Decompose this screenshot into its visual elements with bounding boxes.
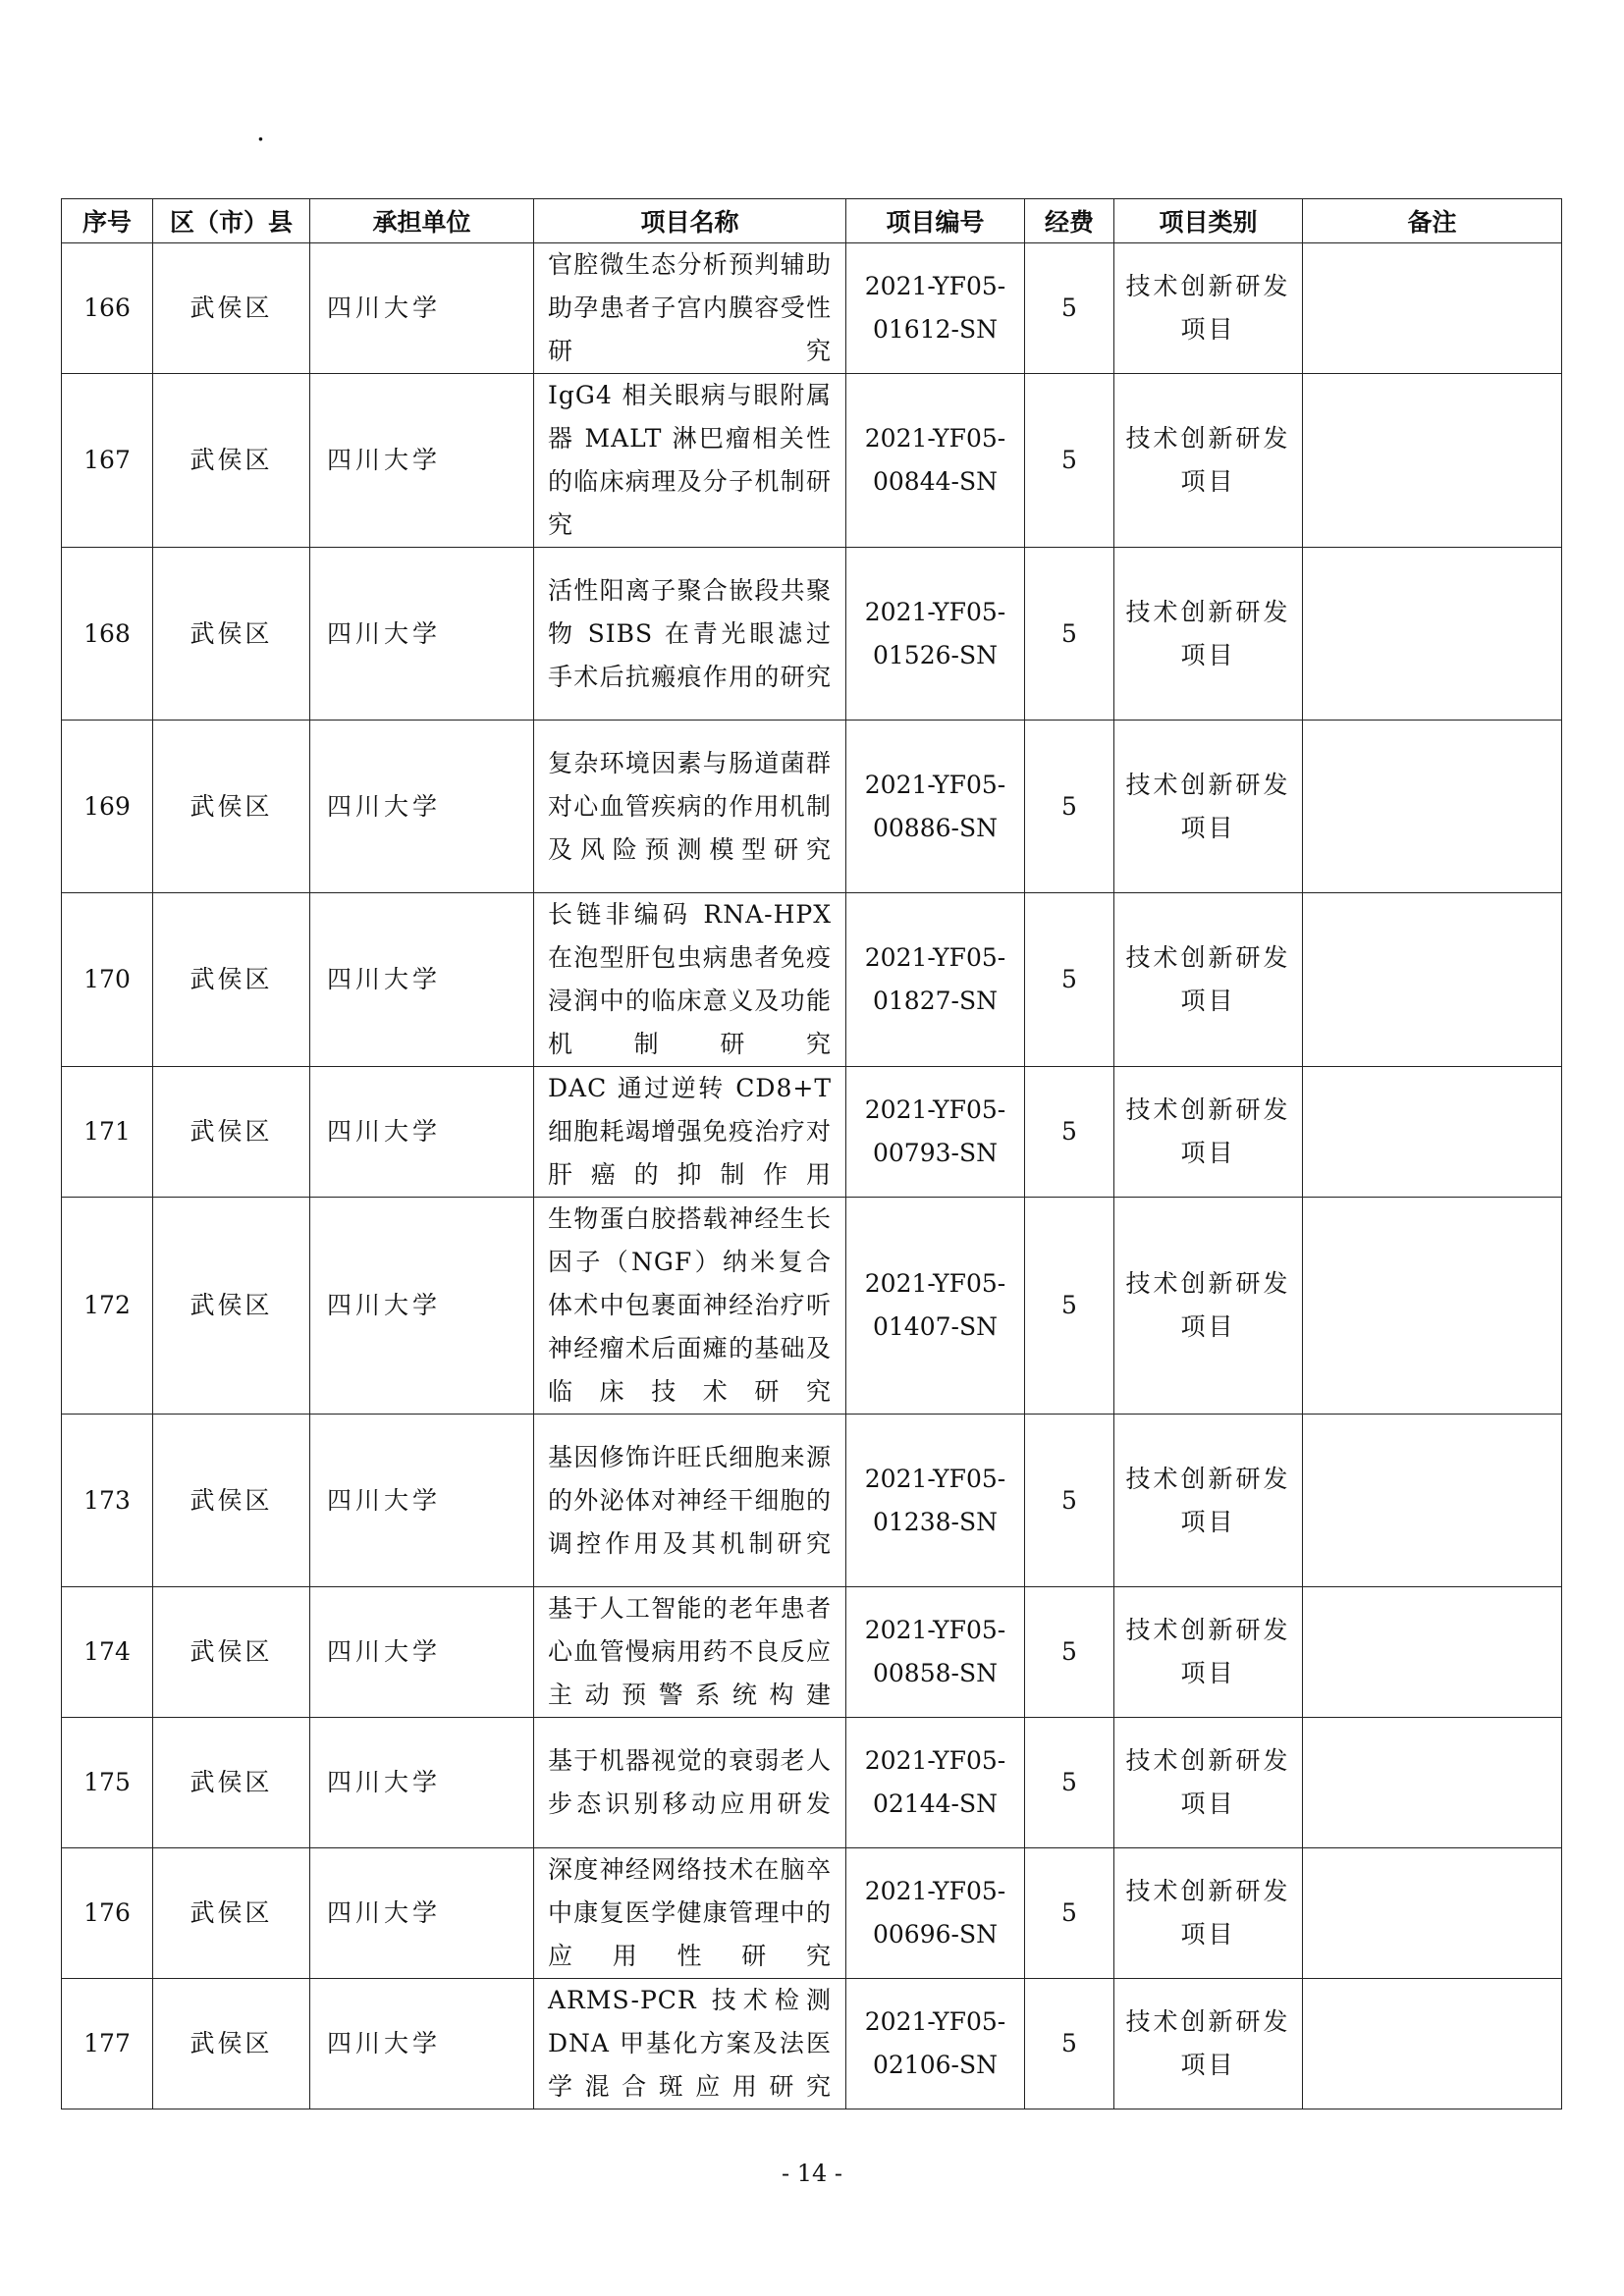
table-row: [62, 548, 1562, 721]
cell-unit: 四川大学: [310, 893, 534, 1067]
cell-fund: 5: [1025, 1718, 1114, 1848]
cell-district: 武侯区: [153, 1587, 310, 1718]
cell-code: 2021-YF05-02144-SN: [846, 1718, 1025, 1848]
cell-no: 171: [62, 1067, 153, 1198]
table-row: [62, 1067, 1562, 1198]
cell-fund: 5: [1025, 243, 1114, 374]
col-header-no: 序号: [62, 199, 153, 243]
cell-no: 176: [62, 1848, 153, 1979]
cell-fund: 5: [1025, 1415, 1114, 1587]
cell-name: 基因修饰许旺氏细胞来源的外泌体对神经干细胞的调控作用及其机制研究: [534, 1415, 846, 1587]
col-header-note: 备注: [1303, 199, 1562, 243]
cell-code: 2021-YF05-01526-SN: [846, 548, 1025, 721]
cell-unit: 四川大学: [310, 721, 534, 893]
cell-district: 武侯区: [153, 1415, 310, 1587]
cell-note: [1303, 1848, 1562, 1979]
cell-note: [1303, 1587, 1562, 1718]
cell-name: IgG4 相关眼病与眼附属器 MALT 淋巴瘤相关性的临床病理及分子机制研究: [534, 374, 846, 548]
cell-unit: 四川大学: [310, 243, 534, 374]
table-row: [62, 1198, 1562, 1415]
col-header-category: 项目类别: [1114, 199, 1303, 243]
cell-name: 活性阳离子聚合嵌段共聚物 SIBS 在青光眼滤过手术后抗瘢痕作用的研究: [534, 548, 846, 721]
table-row: [62, 893, 1562, 1067]
table-row: [62, 243, 1562, 374]
cell-code: 2021-YF05-01612-SN: [846, 243, 1025, 374]
cell-name: 基于机器视觉的衰弱老人步态识别移动应用研发: [534, 1718, 846, 1848]
cell-note: [1303, 1415, 1562, 1587]
cell-note: [1303, 1198, 1562, 1415]
cell-unit: 四川大学: [310, 548, 534, 721]
table-header-row: [62, 199, 1562, 243]
cell-note: [1303, 548, 1562, 721]
cell-note: [1303, 374, 1562, 548]
cell-note: [1303, 1718, 1562, 1848]
col-header-code: 项目编号: [846, 199, 1025, 243]
cell-note: [1303, 243, 1562, 374]
table-row: [62, 721, 1562, 893]
cell-no: 166: [62, 243, 153, 374]
cell-no: 170: [62, 893, 153, 1067]
cell-code: 2021-YF05-01827-SN: [846, 893, 1025, 1067]
cell-district: 武侯区: [153, 1979, 310, 2109]
cell-note: [1303, 721, 1562, 893]
cell-category: 技术创新研发项目: [1114, 1587, 1303, 1718]
page-mark: .: [256, 115, 265, 147]
cell-code: 2021-YF05-02106-SN: [846, 1979, 1025, 2109]
cell-no: 174: [62, 1587, 153, 1718]
cell-note: [1303, 893, 1562, 1067]
cell-fund: 5: [1025, 374, 1114, 548]
cell-fund: 5: [1025, 893, 1114, 1067]
cell-fund: 5: [1025, 1587, 1114, 1718]
cell-unit: 四川大学: [310, 1198, 534, 1415]
table-row: [62, 1848, 1562, 1979]
cell-district: 武侯区: [153, 374, 310, 548]
cell-code: 2021-YF05-00886-SN: [846, 721, 1025, 893]
cell-district: 武侯区: [153, 1848, 310, 1979]
cell-district: 武侯区: [153, 1067, 310, 1198]
cell-name: 基于人工智能的老年患者心血管慢病用药不良反应主动预警系统构建: [534, 1587, 846, 1718]
col-header-district: 区（市）县: [153, 199, 310, 243]
cell-fund: 5: [1025, 548, 1114, 721]
cell-name: ARMS-PCR 技术检测 DNA 甲基化方案及法医学混合斑应用研究: [534, 1979, 846, 2109]
cell-fund: 5: [1025, 721, 1114, 893]
col-header-fund: 经费: [1025, 199, 1114, 243]
cell-unit: 四川大学: [310, 1979, 534, 2109]
cell-fund: 5: [1025, 1848, 1114, 1979]
cell-district: 武侯区: [153, 1718, 310, 1848]
cell-no: 177: [62, 1979, 153, 2109]
cell-code: 2021-YF05-01238-SN: [846, 1415, 1025, 1587]
cell-district: 武侯区: [153, 243, 310, 374]
cell-no: 175: [62, 1718, 153, 1848]
cell-name: DAC 通过逆转 CD8+T 细胞耗竭增强免疫治疗对肝癌的抑制作用: [534, 1067, 846, 1198]
cell-name: 深度神经网络技术在脑卒中康复医学健康管理中的应用性研究: [534, 1848, 846, 1979]
cell-category: 技术创新研发项目: [1114, 374, 1303, 548]
cell-no: 172: [62, 1198, 153, 1415]
cell-district: 武侯区: [153, 893, 310, 1067]
cell-code: 2021-YF05-00696-SN: [846, 1848, 1025, 1979]
cell-note: [1303, 1067, 1562, 1198]
cell-code: 2021-YF05-00844-SN: [846, 374, 1025, 548]
cell-category: 技术创新研发项目: [1114, 1718, 1303, 1848]
cell-name: 官腔微生态分析预判辅助助孕患者子宫内膜容受性研究: [534, 243, 846, 374]
cell-category: 技术创新研发项目: [1114, 893, 1303, 1067]
table-row: [62, 374, 1562, 548]
cell-unit: 四川大学: [310, 1718, 534, 1848]
table-row: [62, 1415, 1562, 1587]
project-table: [61, 198, 1562, 2109]
table-row: [62, 1587, 1562, 1718]
cell-note: [1303, 1979, 1562, 2109]
cell-category: 技术创新研发项目: [1114, 1979, 1303, 2109]
cell-category: 技术创新研发项目: [1114, 1067, 1303, 1198]
cell-category: 技术创新研发项目: [1114, 1848, 1303, 1979]
col-header-name: 项目名称: [534, 199, 846, 243]
cell-unit: 四川大学: [310, 1415, 534, 1587]
cell-fund: 5: [1025, 1979, 1114, 2109]
cell-unit: 四川大学: [310, 374, 534, 548]
cell-category: 技术创新研发项目: [1114, 1198, 1303, 1415]
cell-no: 169: [62, 721, 153, 893]
table-row: [62, 1718, 1562, 1848]
cell-category: 技术创新研发项目: [1114, 548, 1303, 721]
table-row: [62, 1979, 1562, 2109]
cell-code: 2021-YF05-00858-SN: [846, 1587, 1025, 1718]
cell-district: 武侯区: [153, 1198, 310, 1415]
cell-name: 复杂环境因素与肠道菌群对心血管疾病的作用机制及风险预测模型研究: [534, 721, 846, 893]
cell-name: 生物蛋白胶搭载神经生长因子（NGF）纳米复合体术中包裹面神经治疗听神经瘤术后面瘫的基础及临床技术研究: [534, 1198, 846, 1415]
page-number: - 14 -: [781, 2160, 842, 2187]
cell-no: 168: [62, 548, 153, 721]
cell-no: 167: [62, 374, 153, 548]
col-header-unit: 承担单位: [310, 199, 534, 243]
cell-fund: 5: [1025, 1198, 1114, 1415]
cell-category: 技术创新研发项目: [1114, 243, 1303, 374]
cell-no: 173: [62, 1415, 153, 1587]
cell-name: 长链非编码 RNA-HPX 在泡型肝包虫病患者免疫浸润中的临床意义及功能机制研究: [534, 893, 846, 1067]
cell-code: 2021-YF05-00793-SN: [846, 1067, 1025, 1198]
cell-district: 武侯区: [153, 721, 310, 893]
cell-category: 技术创新研发项目: [1114, 721, 1303, 893]
cell-code: 2021-YF05-01407-SN: [846, 1198, 1025, 1415]
cell-unit: 四川大学: [310, 1067, 534, 1198]
cell-unit: 四川大学: [310, 1587, 534, 1718]
cell-unit: 四川大学: [310, 1848, 534, 1979]
cell-fund: 5: [1025, 1067, 1114, 1198]
cell-category: 技术创新研发项目: [1114, 1415, 1303, 1587]
cell-district: 武侯区: [153, 548, 310, 721]
